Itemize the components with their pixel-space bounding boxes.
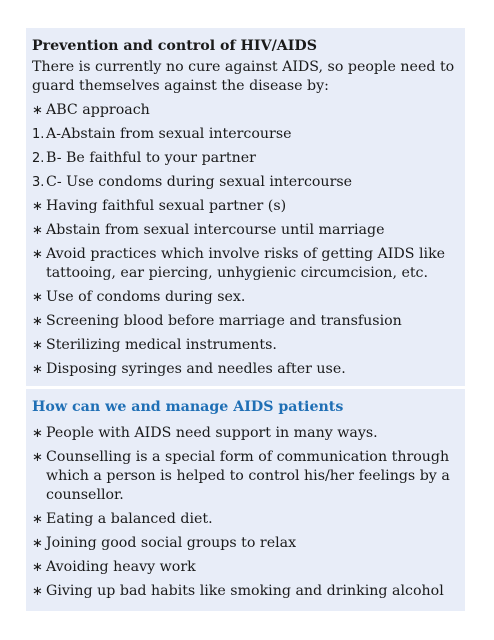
list-item	[32, 197, 459, 216]
list-item-text: A-Abstain from sexual intercourse	[46, 126, 292, 142]
list-item	[32, 101, 459, 120]
list-item	[32, 312, 459, 331]
list-item-text: Sterilizing medical instruments.	[46, 337, 277, 353]
list-item-text: Counselling is a special form of communication through which a person is helped to control his/her feelings by a counsellor.	[46, 449, 450, 503]
bullet-marker: ∗	[32, 314, 43, 329]
bullet-marker: ∗	[32, 512, 43, 527]
list-item	[32, 360, 459, 379]
bullet-marker: ∗	[32, 290, 43, 305]
bullet-marker: ∗	[32, 103, 43, 118]
management-box	[26, 389, 465, 611]
list-item	[32, 558, 459, 577]
list-item-text: C- Use condoms during sexual intercourse	[46, 174, 353, 190]
list-item-text: Abstain from sexual intercourse until marriage	[46, 222, 385, 238]
list-item-text: ABC approach	[46, 102, 150, 118]
list-item	[32, 336, 459, 355]
bullet-marker: ∗	[32, 536, 43, 551]
list-item-text: Avoiding heavy work	[46, 559, 196, 575]
list-item-text: Screening blood before marriage and transfusion	[46, 313, 402, 329]
list-item-text: People with AIDS need support in many ways.	[46, 425, 378, 441]
bullet-marker: ∗	[32, 362, 43, 377]
bullet-marker: ∗	[32, 560, 43, 575]
list-item	[32, 582, 459, 601]
list-item	[32, 510, 459, 529]
list-item-text: B- Be faithful to your partner	[46, 150, 256, 166]
bullet-marker: ∗	[32, 584, 43, 599]
number-marker: 2.	[32, 151, 45, 166]
list-item	[32, 288, 459, 307]
number-marker: 1.	[32, 127, 45, 142]
list-item-text: Joining good social groups to relax	[46, 535, 297, 551]
bullet-marker: ∗	[32, 223, 43, 238]
management-heading: How can we and manage AIDS patients	[32, 399, 344, 415]
list-item-text: Disposing syringes and needles after use.	[46, 361, 346, 377]
prevention-box	[26, 28, 465, 386]
list-item-text: Avoid practices which involve risks of getting AIDS like tattooing, ear piercing, unhygienic circumcision, etc.	[46, 246, 446, 281]
bullet-marker: ∗	[32, 426, 43, 441]
bullet-marker: ∗	[32, 338, 43, 353]
list-item-text: Having faithful sexual partner (s)	[46, 198, 287, 214]
list-item	[32, 125, 459, 144]
prevention-heading: Prevention and control of HIV/AIDS	[32, 38, 317, 54]
list-item	[32, 245, 459, 283]
list-item	[32, 534, 459, 553]
prevention-intro: There is currently no cure against AIDS, so people need to guard themselves against the disease by:	[32, 59, 455, 94]
list-item-text: Giving up bad habits like smoking and drinking alcohol	[46, 583, 444, 599]
number-marker: 3.	[32, 175, 45, 190]
bullet-marker: ∗	[32, 247, 43, 262]
list-item	[32, 173, 459, 192]
list-item	[32, 221, 459, 240]
list-item	[32, 424, 459, 443]
list-item	[32, 448, 459, 505]
bullet-marker: ∗	[32, 199, 43, 214]
list-item	[32, 149, 459, 168]
list-item-text: Use of condoms during sex.	[46, 289, 246, 305]
bullet-marker: ∗	[32, 450, 43, 465]
list-item-text: Eating a balanced diet.	[46, 511, 213, 527]
